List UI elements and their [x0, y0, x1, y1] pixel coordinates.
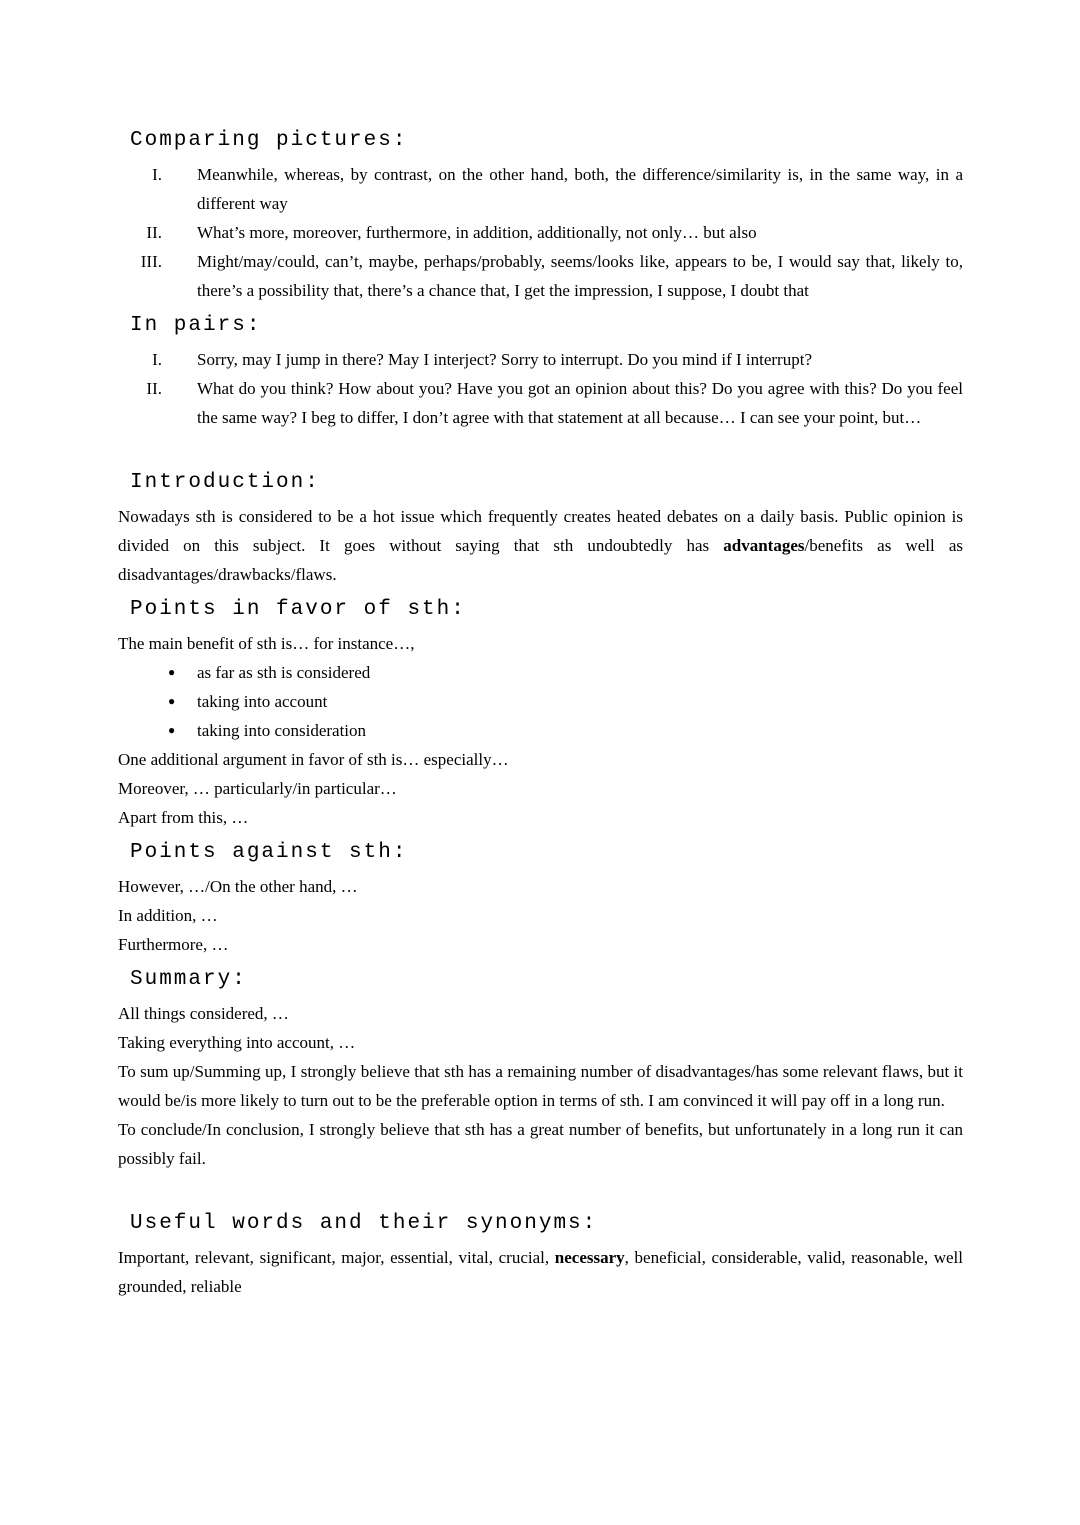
paragraph-text: /benefits as well as disadvantages/drawbacks/flaws.	[118, 536, 963, 584]
paragraph: Apart from this, …	[118, 808, 249, 827]
list-item	[118, 716, 963, 745]
list-item	[118, 374, 963, 432]
list-item	[118, 160, 963, 218]
paragraph: To conclude/In conclusion, I strongly believe that sth has a great number of benefits, but unfortunately in a long run it can possibly fail.	[118, 1120, 963, 1168]
list-item	[118, 247, 963, 305]
list-numeral: I.	[152, 165, 162, 184]
list-numeral: II.	[146, 379, 162, 398]
section-heading: In pairs:	[130, 314, 262, 337]
section-introduction	[118, 467, 963, 589]
paragraph-bold-text: advantages	[723, 536, 805, 555]
paragraph: One additional argument in favor of sth is… especially…	[118, 750, 509, 769]
section-points-in-favor	[118, 594, 963, 832]
section-heading: Introduction:	[130, 471, 320, 494]
paragraph: All things considered, …	[118, 1004, 289, 1023]
section-heading: Points against sth:	[130, 841, 408, 864]
section-heading: Comparing pictures:	[130, 129, 408, 152]
paragraph-text: Nowadays sth is considered to be a hot issue which frequently creates heated debates on a daily basis. Public opinion is divided on this subject. It goes without saying that sth undoubtedly has	[118, 507, 963, 555]
bullet-icon: ●	[168, 665, 176, 679]
list-item	[118, 218, 963, 247]
paragraph	[118, 502, 963, 589]
list-item-text: Sorry, may I jump in there? May I interject? Sorry to interrupt. Do you mind if I interrupt?	[197, 350, 812, 369]
paragraph: Furthermore, …	[118, 935, 229, 954]
paragraph-bold-text: necessary	[554, 1248, 625, 1267]
section-heading: Useful words and their synonyms:	[130, 1212, 598, 1235]
section-heading: Points in favor of sth:	[130, 598, 466, 621]
paragraph: Taking everything into account, …	[118, 1033, 356, 1052]
list-item-text: What’s more, moreover, furthermore, in addition, additionally, not only… but also	[197, 223, 757, 242]
list-numeral: II.	[146, 223, 162, 242]
list-item-text: taking into consideration	[197, 721, 367, 740]
section-spacer	[118, 1173, 963, 1203]
list-numeral: I.	[152, 350, 162, 369]
bullet-icon: ●	[168, 723, 176, 737]
paragraph: To sum up/Summing up, I strongly believe that sth has a remaining number of disadvantages/has some relevant flaws, but it would be/is more likely to turn out to be the preferable option in terms of sth. I am convinced it will pay off in a long run.	[118, 1062, 963, 1110]
paragraph: However, …/On the other hand, …	[118, 877, 358, 896]
bullet-icon: ●	[168, 694, 176, 708]
paragraph: The main benefit of sth is… for instance…,	[118, 634, 415, 653]
paragraph: Moreover, … particularly/in particular…	[118, 779, 397, 798]
paragraph	[118, 1243, 963, 1301]
list-item-text: as far as sth is considered	[197, 663, 371, 682]
list-numeral: III.	[140, 252, 162, 271]
section-summary	[118, 964, 963, 1173]
section-points-against	[118, 837, 963, 959]
paragraph: In addition, …	[118, 906, 218, 925]
section-heading: Summary:	[130, 968, 247, 991]
section-spacer	[118, 432, 963, 462]
list-item	[118, 658, 963, 687]
paragraph-text: Important, relevant, significant, major, essential, vital, crucial,	[118, 1248, 555, 1267]
list-item-text: Meanwhile, whereas, by contrast, on the other hand, both, the difference/similarity is, in the same way, in a different way	[197, 165, 963, 213]
list-item-text: taking into account	[197, 692, 328, 711]
section-in-pairs	[118, 310, 963, 432]
paragraph-text: , beneficial, considerable, valid, reasonable, well grounded, reliable	[118, 1248, 963, 1296]
section-comparing-pictures	[118, 125, 963, 305]
section-useful-words	[118, 1208, 963, 1301]
list-item	[118, 687, 963, 716]
list-item	[118, 345, 963, 374]
list-item-text: Might/may/could, can’t, maybe, perhaps/probably, seems/looks like, appears to be, I would say that, likely to, there’s a possibility that, there’s a chance that, I get the impression, I suppose, I doubt that	[197, 252, 963, 300]
list-item-text: What do you think? How about you? Have you got an opinion about this? Do you agree with this? Do you feel the same way? I beg to differ, I don’t agree with that statement at all because… I can see your point, but…	[197, 379, 963, 427]
